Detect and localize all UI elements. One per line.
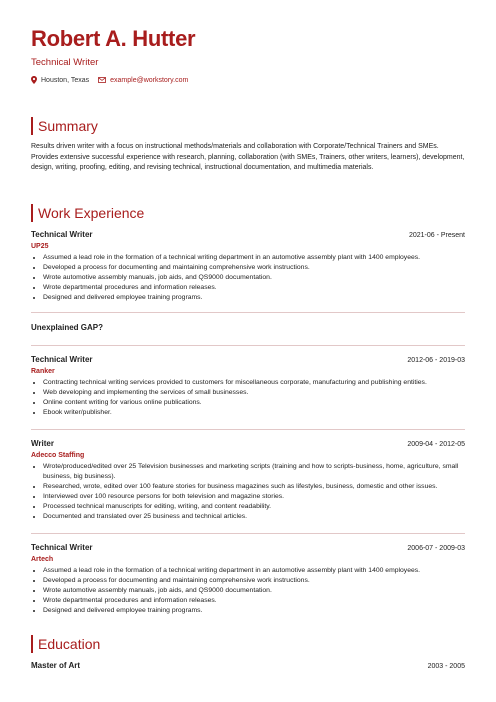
divider [31, 312, 465, 313]
map-pin-icon [31, 76, 37, 84]
summary-heading-label: Summary [38, 118, 98, 134]
job-entry [31, 230, 465, 303]
summary-text: Results driven writer with a focus on instructional methods/materials and collaboration with Corporate/Technical Trainers and SMEs. Provides extensive successful experience with research, planning, collaboration (with SMEs, Trainers, other writers, learners), development, design, writing, proofing, editing, and revising technical, instructional documentation, and multimedia materials. [31, 143, 465, 172]
job-bullet: • Wrote departmental procedures and information releases. [43, 283, 465, 293]
job-company: UP25 [31, 243, 49, 250]
job-title: Writer [31, 439, 54, 448]
location-item [31, 76, 89, 84]
job-bullet: • Ebook writer/publisher. [43, 408, 465, 418]
job-bullet: • Wrote/produced/edited over 25 Television businesses and marketing scripts (training and how to scripts-business, home, agriculture, small business, big business). [43, 462, 465, 482]
work-heading-label: Work Experience [38, 205, 145, 221]
job-bullets [31, 462, 465, 521]
job-dates: 2021-06 - Present [408, 232, 465, 239]
job-dates: 2006-07 - 2009-03 [407, 545, 465, 552]
job-bullet: • Developed a process for documenting and maintaining comprehensive work instructions. [43, 263, 465, 273]
job-title: Technical Writer [31, 230, 93, 239]
job-bullet: • Wrote automotive assembly manuals, job aids, and QS9000 documentation. [43, 586, 465, 596]
location-text: Houston, Texas [41, 76, 90, 84]
divider [31, 429, 465, 430]
job-company: Artech [31, 556, 54, 563]
work-heading [31, 204, 144, 222]
envelope-icon [98, 77, 106, 83]
section-accent-bar [31, 117, 33, 135]
education-entry [31, 661, 465, 670]
job-bullet: • Researched, wrote, edited over 100 feature stories for business magazines such as lifestyles, business, domestic and other issues. [43, 482, 465, 492]
candidate-name: Robert A. Hutter [31, 26, 196, 51]
email-item[interactable] [98, 77, 188, 84]
summary-heading [31, 117, 98, 135]
divider [31, 345, 465, 346]
section-accent-bar [31, 204, 33, 222]
job-bullet: • Designed and delivered employee training programs. [43, 606, 465, 616]
divider [31, 533, 465, 534]
job-bullet: • Wrote automotive assembly manuals, job aids, and QS9000 documentation. [43, 273, 465, 283]
job-bullet: • Processed technical manuscripts for editing, writing, and content readability. [43, 502, 465, 512]
job-title: Technical Writer [31, 355, 93, 364]
job-bullet: • Designed and delivered employee training programs. [43, 293, 465, 303]
job-company: Ranker [31, 368, 55, 375]
job-bullet: • Developed a process for documenting and maintaining comprehensive work instructions. [43, 576, 465, 586]
job-bullet: • Assumed a lead role in the formation of a technical writing department in an automotive assembly plant with 1400 employees. [43, 566, 465, 576]
education-heading-label: Education [38, 636, 101, 652]
education-heading [31, 635, 100, 653]
job-bullet: • Wrote departmental procedures and information releases. [43, 596, 465, 606]
job-title: Technical Writer [31, 543, 93, 552]
job-bullet: • Assumed a lead role in the formation of a technical writing department in an automotive assembly plant with 1400 employees. [43, 253, 465, 263]
job-bullets [31, 378, 465, 418]
job-bullet: • Online content writing for various online publications. [43, 398, 465, 408]
job-bullet: • Interviewed over 100 resource persons for both television and magazine stories. [43, 492, 465, 502]
section-accent-bar [31, 635, 33, 653]
job-bullets [31, 253, 465, 303]
job-dates: 2012-06 - 2019-03 [407, 357, 465, 364]
job-entry [31, 355, 465, 418]
education-dates: 2003 - 2005 [427, 663, 465, 670]
job-entry [31, 543, 465, 616]
job-bullet: • Documented and translated over 25 business and technical articles. [43, 512, 465, 522]
candidate-title: Technical Writer [31, 57, 99, 68]
gap-title: Unexplained GAP? [31, 323, 104, 332]
degree-title: Master of Art [31, 661, 81, 670]
job-entry [31, 439, 465, 521]
job-dates: 2009-04 - 2012-05 [407, 441, 465, 448]
job-bullet: • Web developing and implementing the services of small businesses. [43, 388, 465, 398]
job-bullets [31, 566, 465, 616]
email-link[interactable]: example@workstory.com [110, 76, 189, 84]
contact-row [31, 76, 197, 84]
job-bullet: • Contracting technical writing services provided to customers for miscellaneous corporate, manufacturing and publishing entities. [43, 378, 465, 388]
job-company: Adecco Staffing [31, 452, 85, 459]
